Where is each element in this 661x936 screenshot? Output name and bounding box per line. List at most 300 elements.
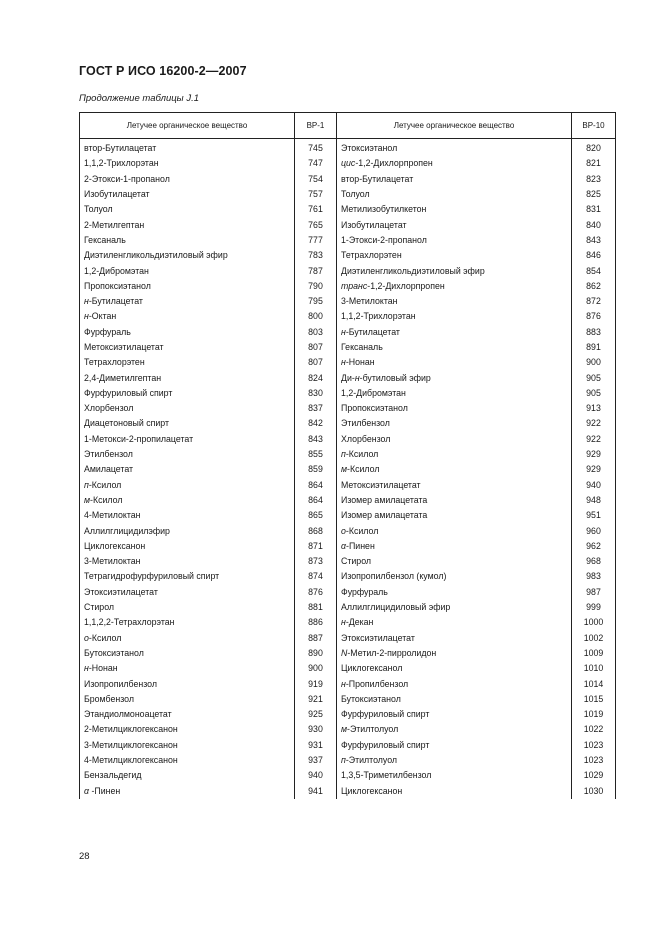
substance-name-2 [337,661,572,676]
bp10-value: 825 [572,187,616,202]
table-row [80,676,616,691]
substance-name-italic-prefix: н [341,617,346,628]
substance-name-text: Диацетоновый спирт [84,418,170,429]
substance-name-text: 1,1,2,2-Тетрахлорэтан [84,617,175,628]
substance-name-text: -1,2-Дихлорпропен [367,280,445,291]
bp1-value: 876 [295,585,337,600]
bp10-value: 1014 [572,676,616,691]
substance-name-italic-prefix: н [341,326,346,337]
substance-name-text: втор-Бутилацетат [341,173,414,184]
bp1-value: 842 [295,416,337,431]
substance-name-text: Аллилглицидиловый эфир [341,602,451,613]
table-row [80,156,616,171]
bp1-value: 800 [295,309,337,324]
bp10-value: 905 [572,386,616,401]
substance-name-text: Метилизобутилкетон [341,204,427,215]
bp1-value: 783 [295,248,337,263]
substance-name-1 [80,462,295,477]
substance-name-1 [80,661,295,676]
bp10-value: 862 [572,279,616,294]
bp1-value: 754 [295,172,337,187]
substance-name-text: Изомер амилацетата [341,510,428,521]
bp10-value: 960 [572,523,616,538]
substance-name-text: Тетрахлорэтен [341,250,402,261]
substance-name-text: -Бутилацетат [88,296,143,307]
bp10-value: 1009 [572,646,616,661]
substance-name-italic-prefix: м [341,464,348,475]
substance-name-italic-prefix: м [84,494,91,505]
bp10-value: 1023 [572,753,616,768]
substance-name-text: -Этилтолуол [345,755,398,766]
substance-name-1 [80,401,295,416]
substance-name-1 [80,692,295,707]
substance-name-1 [80,187,295,202]
substance-name-text: -1,2-Дихлорпропен [355,158,433,169]
substance-name-text: Диэтиленгликольдиэтиловый эфир [84,250,228,261]
substance-name-1 [80,156,295,171]
substance-name-text: 1,1,2-Трихлорэтан [341,311,416,322]
table-row [80,707,616,722]
substance-name-italic-prefix: N [341,647,348,658]
bp1-value: 919 [295,676,337,691]
substance-name-prefix: Ди- [341,372,355,383]
bp10-value: 1030 [572,783,616,798]
bp10-value: 948 [572,493,616,508]
table-row [80,738,616,753]
substance-name-2 [337,202,572,217]
bp10-value: 922 [572,432,616,447]
table-row [80,493,616,508]
bp10-value: 962 [572,539,616,554]
substance-name-text: Толуол [84,204,113,215]
table-row [80,233,616,248]
bp1-value: 871 [295,539,337,554]
bp10-value: 1019 [572,707,616,722]
bp10-value: 1010 [572,661,616,676]
substance-name-italic-prefix: м [341,724,348,735]
substance-name-text: -Этилтолуол [347,724,399,735]
column-header-substance-2: Летучее органическое вещество [337,113,572,139]
substance-name-text: Циклогексанол [341,663,403,674]
substance-name-text: Амилацетат [84,464,134,475]
bp10-value: 968 [572,554,616,569]
substance-name-1 [80,294,295,309]
substance-name-text: -Пропилбензол [345,678,409,689]
bp1-value: 765 [295,217,337,232]
table-row [80,753,616,768]
substance-name-2 [337,462,572,477]
substance-name-2 [337,187,572,202]
substance-name-text: 1-Метокси-2-пропилацетат [84,433,194,444]
bp10-value: 1023 [572,738,616,753]
table-row [80,631,616,646]
substance-name-text: Этилбензол [84,449,133,460]
substance-name-text: Пропоксиэтанол [341,403,408,414]
substance-name-2 [337,355,572,370]
bp1-value: 941 [295,783,337,798]
substance-name-1 [80,738,295,753]
substance-name-text: -Ксилол [347,464,380,475]
substance-name-italic-prefix: α [84,785,90,796]
table-row [80,401,616,416]
substance-name-text: Толуол [341,189,370,200]
substance-name-text: -Ксилол [88,479,122,490]
substance-name-text: Этилбензол [341,418,390,429]
table-row [80,355,616,370]
bp1-value: 843 [295,432,337,447]
bp10-value: 840 [572,217,616,232]
substance-name-text: Этоксиэтилацетат [84,586,158,597]
substance-name-text: -Метил-2-пирролидон [347,647,437,658]
substance-name-text: Этоксиэтилацетат [341,632,415,643]
substance-name-text: 2-Метилциклогексанон [84,724,178,735]
substance-name-2 [337,508,572,523]
bp1-value: 921 [295,692,337,707]
substance-name-2 [337,707,572,722]
substance-name-text: Фурфураль [84,326,131,337]
substance-name-2 [337,493,572,508]
substance-name-text: 1-Этокси-2-пропанол [341,234,427,245]
substance-name-text: Фурфураль [341,586,388,597]
substance-name-2 [337,722,572,737]
substance-name-1 [80,447,295,462]
bp1-value: 855 [295,447,337,462]
bp10-value: 951 [572,508,616,523]
substance-name-1 [80,355,295,370]
substance-name-2 [337,263,572,278]
substance-name-2 [337,139,572,157]
bp1-value: 930 [295,722,337,737]
bp10-value: 999 [572,600,616,615]
substance-name-text: -Бутилацетат [345,326,400,337]
bp10-value: 821 [572,156,616,171]
substance-name-text: Стирол [84,602,115,613]
retention-index-table [79,112,616,799]
substance-name-text: -Пинен [346,540,375,551]
substance-name-2 [337,386,572,401]
substance-name-italic-prefix: н [341,357,346,368]
substance-name-1 [80,615,295,630]
substance-name-italic-prefix: п [341,449,346,460]
substance-name-text: Бензальдегид [84,770,142,781]
substance-name-1 [80,370,295,385]
table-row [80,370,616,385]
substance-name-2 [337,554,572,569]
substance-name-2 [337,370,572,385]
bp1-value: 787 [295,263,337,278]
table-row [80,386,616,401]
table-row [80,768,616,783]
substance-name-1 [80,539,295,554]
substance-name-italic-prefix: о [341,525,346,536]
substance-name-2 [337,600,572,615]
bp1-value: 807 [295,355,337,370]
table-row [80,585,616,600]
substance-name-1 [80,263,295,278]
substance-name-text: Циклогексанон [341,785,403,796]
bp1-value: 757 [295,187,337,202]
substance-name-1 [80,523,295,538]
substance-name-1 [80,309,295,324]
substance-name-2 [337,279,572,294]
substance-name-2 [337,172,572,187]
table-row [80,263,616,278]
substance-name-text: втор-Бутилацетат [84,143,157,154]
substance-name-2 [337,646,572,661]
table-row [80,615,616,630]
substance-name-1 [80,707,295,722]
substance-name-2 [337,217,572,232]
substance-name-italic-prefix: п [84,479,89,490]
substance-name-1 [80,279,295,294]
substance-name-1 [80,248,295,263]
bp1-value: 837 [295,401,337,416]
bp1-value: 873 [295,554,337,569]
bp10-value: 883 [572,325,616,340]
substance-name-text: Изобутилацетат [341,219,407,230]
bp1-value: 925 [295,707,337,722]
substance-name-text: 1,1,2-Трихлорэтан [84,158,159,169]
bp10-value: 823 [572,172,616,187]
substance-name-text: 1,2-Дибромэтан [341,387,406,398]
substance-name-1 [80,217,295,232]
bp10-value: 900 [572,355,616,370]
substance-name-1 [80,554,295,569]
substance-name-text: Фурфуриловый спирт [84,387,173,398]
substance-name-text: Аллилглицидилэфир [84,525,170,536]
substance-name-1 [80,783,295,798]
bp10-value: 846 [572,248,616,263]
substance-name-italic-prefix: н [84,296,89,307]
substance-name-2 [337,432,572,447]
bp1-value: 803 [295,325,337,340]
substance-name-1 [80,631,295,646]
substance-name-1 [80,478,295,493]
substance-name-2 [337,738,572,753]
substance-name-text: 4-Метилциклогексанон [84,755,178,766]
page-number: 28 [79,851,90,862]
substance-name-1 [80,600,295,615]
table-body [80,139,616,799]
substance-name-2 [337,676,572,691]
substance-name-1 [80,753,295,768]
bp10-value: 940 [572,478,616,493]
substance-name-italic-prefix: α [341,540,347,551]
substance-name-2 [337,401,572,416]
table-row [80,783,616,798]
column-header-bp1: BP-1 [295,113,337,139]
substance-name-text: 3-Метилциклогексанон [84,739,178,750]
substance-name-1 [80,585,295,600]
bp1-value: 864 [295,478,337,493]
substance-name-text: -Октан [88,311,117,322]
substance-name-text: Изопропилбензол [84,678,157,689]
table-row [80,539,616,554]
substance-name-text: Этандиолмоноацетат [84,709,172,720]
table-row [80,432,616,447]
table-row [80,447,616,462]
column-header-bp10: BP-10 [572,113,616,139]
bp10-value: 929 [572,447,616,462]
substance-name-2 [337,539,572,554]
substance-name-italic-prefix: н [84,663,89,674]
bp1-value: 940 [295,768,337,783]
substance-name-1 [80,386,295,401]
substance-name-1 [80,676,295,691]
substance-name-text: Тетрагидрофурфуриловый спирт [84,571,220,582]
bp10-value: 1000 [572,615,616,630]
substance-name-text: Бутоксиэтанол [341,693,401,704]
bp10-value: 820 [572,139,616,157]
column-header-substance-1: Летучее органическое вещество [80,113,295,139]
substance-name-2 [337,447,572,462]
substance-name-1 [80,569,295,584]
bp1-value: 865 [295,508,337,523]
bp1-value: 777 [295,233,337,248]
substance-name-2 [337,416,572,431]
substance-name-text: Бромбензол [84,693,134,704]
bp10-value: 1022 [572,722,616,737]
substance-name-1 [80,139,295,157]
substance-name-2 [337,615,572,630]
substance-name-1 [80,646,295,661]
table-caption: Продолжение таблицы J.1 [79,93,199,104]
substance-name-2 [337,478,572,493]
substance-name-2 [337,156,572,171]
table-row [80,172,616,187]
substance-name-italic-prefix: транс [341,280,368,291]
bp10-value: 831 [572,202,616,217]
substance-name-text: Циклогексанон [84,540,146,551]
table-row [80,202,616,217]
substance-name-italic-prefix: н [84,311,89,322]
substance-name-text: -Декан [345,617,374,628]
substance-name-1 [80,432,295,447]
table-row [80,646,616,661]
bp10-value: 854 [572,263,616,278]
bp10-value: 872 [572,294,616,309]
bp10-value: 905 [572,370,616,385]
substance-name-text: 2-Метилгептан [84,219,145,230]
bp1-value: 795 [295,294,337,309]
substance-name-1 [80,325,295,340]
table-row [80,661,616,676]
substance-name-text: Тетрахлорэтен [84,357,145,368]
substance-name-text: Изомер амилацетата [341,494,428,505]
bp1-value: 864 [295,493,337,508]
table-row [80,139,616,157]
table-row [80,600,616,615]
bp10-value: 1015 [572,692,616,707]
substance-name-text: -Ксилол [345,449,379,460]
substance-name-text: Метоксиэтилацетат [341,479,421,490]
substance-name-2 [337,692,572,707]
substance-name-text: 1,3,5-Триметилбензол [341,770,432,781]
substance-name-1 [80,233,295,248]
substance-name-2 [337,309,572,324]
substance-name-2 [337,340,572,355]
substance-name-1 [80,493,295,508]
substance-name-text: 1,2-Дибромэтан [84,265,149,276]
bp1-value: 790 [295,279,337,294]
bp1-value: 937 [295,753,337,768]
table-row [80,508,616,523]
substance-name-1 [80,202,295,217]
bp1-value: 868 [295,523,337,538]
substance-name-text: -Нонан [88,663,118,674]
table-row [80,309,616,324]
substance-name-text: 3-Метилоктан [341,296,398,307]
substance-name-text: Хлорбензол [341,433,391,444]
table-row [80,325,616,340]
substance-name-text: Метоксиэтилацетат [84,342,164,352]
substance-name-text: Фурфуриловый спирт [341,739,430,750]
substance-name-text: -Ксилол [345,525,379,536]
bp1-value: 931 [295,738,337,753]
table-row [80,569,616,584]
substance-name-text: Изобутилацетат [84,189,150,200]
bp1-value: 886 [295,615,337,630]
bp1-value: 859 [295,462,337,477]
bp1-value: 745 [295,139,337,157]
substance-name-1 [80,172,295,187]
bp1-value: 874 [295,569,337,584]
bp10-value: 983 [572,569,616,584]
substance-name-text: Этоксиэтанол [341,143,398,154]
substance-name-text: Гексаналь [341,342,383,352]
bp1-value: 887 [295,631,337,646]
bp10-value: 843 [572,233,616,248]
substance-name-1 [80,768,295,783]
table-row [80,294,616,309]
substance-name-2 [337,294,572,309]
substance-name-2 [337,783,572,798]
substance-name-text: 2,4-Диметилгептан [84,372,162,383]
substance-name-italic-prefix: цис [341,158,356,169]
substance-name-2 [337,569,572,584]
substance-name-1 [80,508,295,523]
bp10-value: 1002 [572,631,616,646]
bp10-value: 1029 [572,768,616,783]
substance-name-2 [337,248,572,263]
table-row [80,722,616,737]
substance-name-italic-prefix: н [341,678,346,689]
bp10-value: 987 [572,585,616,600]
table-header-row [80,113,616,139]
substance-name-2 [337,753,572,768]
substance-name-1 [80,722,295,737]
table-row [80,248,616,263]
substance-name-text: Фурфуриловый спирт [341,709,430,720]
substance-name-text: Изопропилбензол (кумол) [341,571,447,582]
substance-name-text: 2-Этокси-1-пропанол [84,173,170,184]
substance-name-text: Пропоксиэтанол [84,280,151,291]
table-row [80,187,616,202]
bp1-value: 747 [295,156,337,171]
bp1-value: 830 [295,386,337,401]
substance-name-1 [80,416,295,431]
bp1-value: 824 [295,370,337,385]
bp10-value: 929 [572,462,616,477]
substance-name-italic-prefix: о [84,632,89,643]
substance-name-text: Бутоксиэтанол [84,647,144,658]
substance-name-2 [337,325,572,340]
bp1-value: 807 [295,340,337,355]
table-row [80,340,616,355]
table-row [80,692,616,707]
substance-name-text: -Ксилол [88,632,122,643]
bp10-value: 876 [572,309,616,324]
